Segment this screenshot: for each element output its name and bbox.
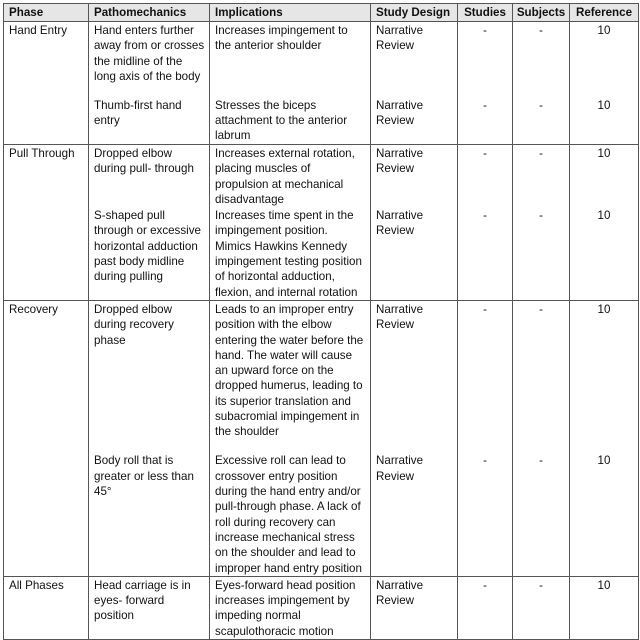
reference-cell: 10 [570, 576, 639, 639]
implications-cell: Increases impingement to the anterior shoulder [210, 22, 371, 97]
pathomechanics-cell: Head carriage is in eyes- forward position [89, 576, 210, 639]
pathomechanics-cell: Dropped elbow during recovery phase [89, 300, 210, 452]
subjects-cell: - [513, 576, 570, 639]
header-reference: Reference [570, 4, 639, 22]
swimming-pathomechanics-table [3, 3, 639, 640]
pathomechanics-cell: S-shaped pull through or excessive horizontal adduction past body midline during pulling [89, 207, 210, 300]
phase-hand-entry: Hand Entry [4, 22, 89, 145]
table-row [4, 576, 639, 639]
header-pathomechanics: Pathomechanics [89, 4, 210, 22]
studies-cell: - [458, 576, 513, 639]
subjects-cell: - [513, 207, 570, 300]
reference-cell: 10 [570, 207, 639, 300]
pathomechanics-cell: Thumb-first hand entry [89, 97, 210, 145]
reference-cell: 10 [570, 300, 639, 452]
reference-cell: 10 [570, 452, 639, 576]
table-row [4, 300, 639, 452]
studies-cell: - [458, 22, 513, 97]
study-design-cell: Narrative Review [371, 452, 458, 576]
subjects-cell: - [513, 145, 570, 208]
phase-all-phases: All Phases [4, 576, 89, 639]
table-row [4, 207, 639, 300]
study-design-cell: Narrative Review [371, 22, 458, 97]
subjects-cell: - [513, 300, 570, 452]
reference-cell: 10 [570, 97, 639, 145]
implications-cell: Excessive roll can lead to crossover entry position during the hand entry and/or pull-through phase. A lack of roll during recovery can increase mechanical stress on the shoulder and lead to improper hand entry position [210, 452, 371, 576]
table-row [4, 97, 639, 145]
header-studies: Studies [458, 4, 513, 22]
study-design-cell: Narrative Review [371, 145, 458, 208]
subjects-cell: - [513, 22, 570, 97]
phase-recovery: Recovery [4, 300, 89, 576]
reference-cell: 10 [570, 145, 639, 208]
phase-pull-through: Pull Through [4, 145, 89, 301]
implications-cell: Leads to an improper entry position with the elbow entering the water before the hand. The water will cause an upward force on the dropped humerus, leading to its superior translation and subacromial impingement in the shoulder [210, 300, 371, 452]
study-design-cell: Narrative Review [371, 207, 458, 300]
studies-cell: - [458, 97, 513, 145]
header-subjects: Subjects [513, 4, 570, 22]
header-phase: Phase [4, 4, 89, 22]
table-container [3, 3, 639, 640]
study-design-cell: Narrative Review [371, 300, 458, 452]
studies-cell: - [458, 207, 513, 300]
table-row [4, 145, 639, 208]
studies-cell: - [458, 145, 513, 208]
pathomechanics-cell: Hand enters further away from or crosses the midline of the long axis of the body [89, 22, 210, 97]
implications-cell: Increases external rotation, placing muscles of propulsion at mechanical disadvantage [210, 145, 371, 208]
study-design-cell: Narrative Review [371, 576, 458, 639]
header-row [4, 4, 639, 22]
header-implications: Implications [210, 4, 371, 22]
implications-cell: Eyes-forward head position increases impingement by impeding normal scapulothoracic motion [210, 576, 371, 639]
studies-cell: - [458, 452, 513, 576]
pathomechanics-cell: Dropped elbow during pull- through [89, 145, 210, 208]
implications-cell: Increases time spent in the impingement position. Mimics Hawkins Kennedy impingement testing position of horizontal adduction, flexion, and internal rotation [210, 207, 371, 300]
implications-cell: Stresses the biceps attachment to the anterior labrum [210, 97, 371, 145]
table-row [4, 22, 639, 97]
studies-cell: - [458, 300, 513, 452]
header-study-design: Study Design [371, 4, 458, 22]
subjects-cell: - [513, 452, 570, 576]
study-design-cell: Narrative Review [371, 97, 458, 145]
subjects-cell: - [513, 97, 570, 145]
pathomechanics-cell: Body roll that is greater or less than 45° [89, 452, 210, 576]
table-row [4, 452, 639, 576]
reference-cell: 10 [570, 22, 639, 97]
